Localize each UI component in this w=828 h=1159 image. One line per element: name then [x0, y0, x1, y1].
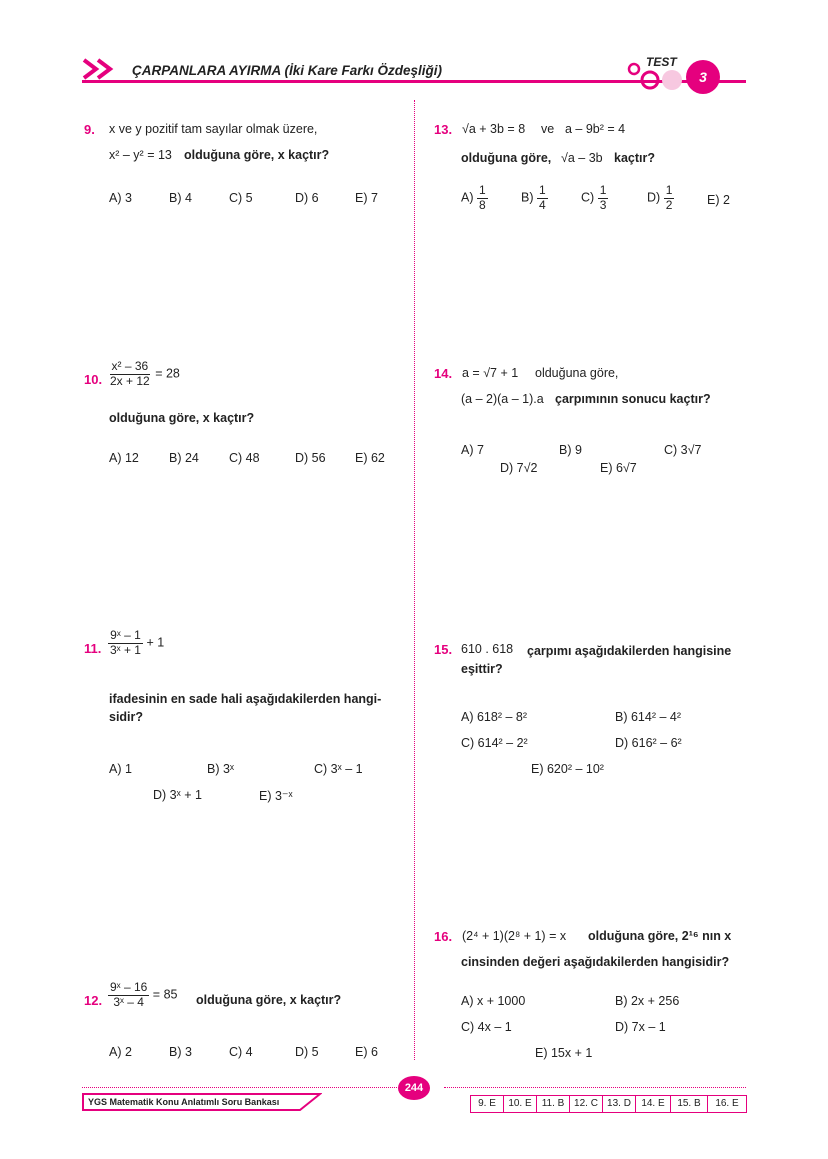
- q15-option-d[interactable]: D) 616² – 6²: [615, 736, 682, 750]
- q14-given-post: olduğuna göre,: [535, 366, 619, 380]
- q13-option-b-num: 1: [538, 183, 546, 197]
- q10-number: 10.: [84, 372, 103, 387]
- q11-option-a[interactable]: A) 1: [109, 762, 132, 776]
- answer-key-item: 11. B: [536, 1095, 570, 1113]
- q12-frac-den: 3ˣ – 4: [113, 994, 144, 1009]
- q9-option-b[interactable]: B) 4: [169, 191, 192, 205]
- q10-ask: olduğuna göre, x kaçtır?: [109, 411, 255, 425]
- q14-option-a[interactable]: A) 7: [461, 443, 484, 457]
- q13-option-d-den: 2: [665, 197, 673, 212]
- q9-option-d[interactable]: D) 6: [295, 191, 319, 205]
- q10-option-c[interactable]: C) 48: [229, 451, 260, 465]
- test-label: TEST: [646, 55, 677, 69]
- answer-key-item: 9. E: [470, 1095, 504, 1113]
- q10-fraction: [108, 360, 180, 389]
- q16-option-a[interactable]: A) x + 1000: [461, 994, 526, 1008]
- q13-option-a-den: 8: [478, 197, 486, 212]
- q14-given: a = √7 + 1: [462, 366, 519, 380]
- q13-ask-post: kaçtır?: [614, 151, 655, 165]
- q11-option-c[interactable]: C) 3ˣ – 1: [314, 762, 363, 776]
- page-number: 244: [398, 1076, 430, 1100]
- q12-option-e[interactable]: E) 6: [355, 1045, 378, 1059]
- q9-number: 9.: [84, 122, 95, 137]
- q10-option-d[interactable]: D) 56: [295, 451, 326, 465]
- q12-frac-num: 9ˣ – 16: [110, 980, 148, 994]
- q9-option-a[interactable]: A) 3: [109, 191, 132, 205]
- q14-ask: çarpımının sonucu kaçtır?: [555, 392, 711, 406]
- footer-book-title: YGS Matematik Konu Anlatımlı Soru Bankası: [88, 1097, 280, 1107]
- answer-key-item: 14. E: [635, 1095, 671, 1113]
- q12-number: 12.: [84, 993, 103, 1008]
- q10-option-a[interactable]: A) 12: [109, 451, 139, 465]
- q12-option-b[interactable]: B) 3: [169, 1045, 192, 1059]
- answer-key-item: 15. B: [670, 1095, 708, 1113]
- q11-option-e[interactable]: E) 3⁻ˣ: [259, 789, 293, 803]
- q13-option-a-label: A): [461, 190, 474, 205]
- q14-option-d[interactable]: D) 7√2: [500, 461, 538, 475]
- q14-option-b[interactable]: B) 9: [559, 443, 582, 457]
- test-number-badge: 3: [686, 60, 720, 94]
- q13-option-a[interactable]: [461, 184, 488, 213]
- q15-ask: çarpımı aşağıdakilerden hangisine eşittir?: [461, 644, 732, 676]
- q14-number: 14.: [434, 366, 453, 381]
- q13-option-c[interactable]: [581, 184, 608, 213]
- q11-ask: ifadesinin en sade hali aşağıdakilerden hangi-sidir?: [109, 692, 382, 724]
- q13-number: 13.: [434, 122, 453, 137]
- q11-option-d[interactable]: D) 3ˣ + 1: [153, 788, 202, 802]
- q15-expr: 610 . 618: [461, 642, 514, 656]
- q14-option-e[interactable]: E) 6√7: [600, 461, 637, 475]
- q16-option-b[interactable]: B) 2x + 256: [615, 994, 680, 1008]
- q16-ask-line2: cinsinden değeri aşağıdakilerden hangisidir?: [461, 955, 730, 969]
- q11-frac-den: 3ˣ + 1: [110, 642, 141, 657]
- q13-option-d-label: D): [647, 190, 661, 205]
- q13-ask-pre: olduğuna göre,: [461, 151, 552, 165]
- q16-ask-line1: olduğuna göre, 2¹⁶ nın x: [588, 929, 732, 943]
- q12-option-a[interactable]: A) 2: [109, 1045, 132, 1059]
- answer-key-item: 10. E: [503, 1095, 537, 1113]
- q9-option-e[interactable]: E) 7: [355, 191, 378, 205]
- q13-option-e[interactable]: E) 2: [707, 193, 730, 207]
- q16-option-e[interactable]: E) 15x + 1: [535, 1046, 593, 1060]
- q15-number: 15.: [434, 642, 453, 657]
- q15-option-a[interactable]: A) 618² – 8²: [461, 710, 528, 724]
- footer-rule-right: [444, 1087, 746, 1088]
- q9-equation: x² – y² = 13: [109, 148, 172, 162]
- answer-key-item: 16. E: [707, 1095, 747, 1113]
- q12-option-d[interactable]: D) 5: [295, 1045, 319, 1059]
- q13-option-b-label: B): [521, 190, 534, 205]
- q13-option-c-num: 1: [599, 183, 607, 197]
- q13-option-d-num: 1: [665, 183, 673, 197]
- q11-plus: + 1: [146, 635, 165, 650]
- q10-option-b[interactable]: B) 24: [169, 451, 199, 465]
- q13-ve: ve: [541, 122, 555, 136]
- q13-option-b-den: 4: [538, 197, 546, 212]
- q14-expr: (a – 2)(a – 1).a: [461, 392, 544, 406]
- q14-option-c[interactable]: C) 3√7: [664, 443, 702, 457]
- answer-key-item: 12. C: [569, 1095, 603, 1113]
- q11-number: 11.: [84, 641, 102, 656]
- q12-fraction: [108, 981, 177, 1010]
- q10-frac-den: 2x + 12: [110, 373, 150, 388]
- q13-eq2: a – 9b² = 4: [565, 122, 626, 136]
- footer-rule-left: [82, 1087, 397, 1088]
- q13-option-c-label: C): [581, 190, 595, 205]
- q16-number: 16.: [434, 929, 453, 944]
- q11-option-b[interactable]: B) 3ˣ: [207, 762, 235, 776]
- answer-key-item: 13. D: [602, 1095, 636, 1113]
- q16-option-d[interactable]: D) 7x – 1: [615, 1020, 666, 1034]
- q9-text: x ve y pozitif tam sayılar olmak üzere,: [109, 122, 318, 136]
- q10-option-e[interactable]: E) 62: [355, 451, 385, 465]
- q13-option-d[interactable]: [647, 184, 674, 213]
- q13-ask-expr: √a – 3b: [561, 151, 603, 165]
- header-arrows-icon: [82, 58, 128, 80]
- q11-fraction: [108, 629, 164, 658]
- q13-option-b[interactable]: [521, 184, 548, 213]
- q12-option-c[interactable]: C) 4: [229, 1045, 253, 1059]
- q11-frac-num: 9ˣ – 1: [110, 628, 141, 642]
- q15-option-e[interactable]: E) 620² – 10²: [531, 762, 604, 776]
- q9-option-c[interactable]: C) 5: [229, 191, 253, 205]
- q9-ask: olduğuna göre, x kaçtır?: [184, 148, 330, 162]
- q16-option-c[interactable]: C) 4x – 1: [461, 1020, 512, 1034]
- q13-eq1: √a + 3b = 8: [462, 122, 526, 136]
- column-divider: [414, 100, 415, 1060]
- q16-expr: (2⁴ + 1)(2⁸ + 1) = x: [462, 929, 567, 943]
- q15-option-b[interactable]: B) 614² – 4²: [615, 710, 682, 724]
- q10-frac-num: x² – 36: [111, 359, 149, 373]
- q10-rhs: = 28: [155, 366, 180, 381]
- q13-option-c-den: 3: [599, 197, 607, 212]
- q12-rhs: = 85: [152, 987, 178, 1002]
- q15-option-c[interactable]: C) 614² – 2²: [461, 736, 528, 750]
- q13-option-a-num: 1: [478, 183, 486, 197]
- q12-ask: olduğuna göre, x kaçtır?: [196, 993, 342, 1007]
- page-title: ÇARPANLARA AYIRMA (İki Kare Farkı Özdeşliği): [132, 63, 443, 78]
